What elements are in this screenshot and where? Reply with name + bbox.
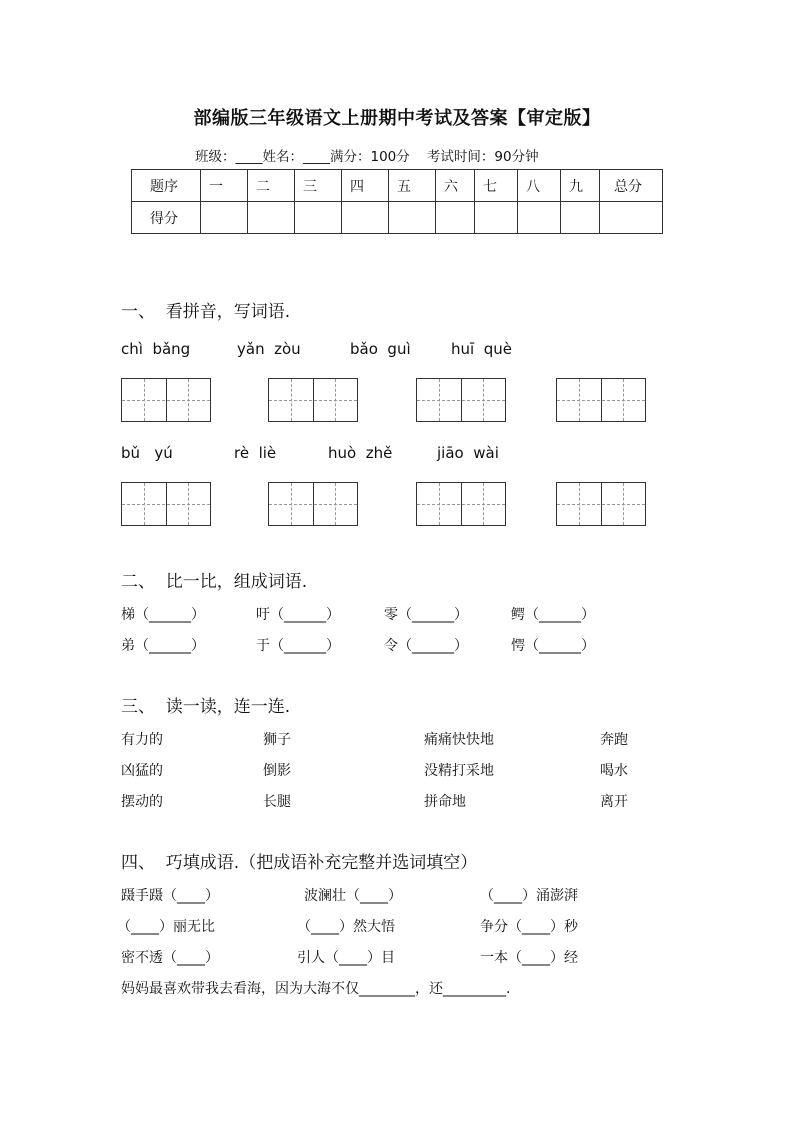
header-cell: 七 bbox=[475, 170, 518, 202]
match-item[interactable]: 拼命地 bbox=[424, 794, 466, 810]
score-cell[interactable] bbox=[389, 202, 436, 234]
word-blank[interactable]: 令（______） bbox=[384, 638, 468, 654]
idiom-blank[interactable]: 一本（____）经 bbox=[480, 950, 578, 966]
writing-grid[interactable] bbox=[268, 378, 358, 422]
word-blank[interactable]: 于（______） bbox=[256, 638, 340, 654]
header-cell: 一 bbox=[201, 170, 248, 202]
idiom-blank[interactable]: 引人（____）目 bbox=[297, 950, 395, 966]
writing-grid[interactable] bbox=[416, 378, 506, 422]
header-cell: 总分 bbox=[600, 170, 663, 202]
score-cell[interactable] bbox=[342, 202, 389, 234]
idiom-blank[interactable]: 蹑手蹑（____） bbox=[121, 888, 219, 904]
section-3-heading: 三、 读一读，连一连. bbox=[121, 697, 291, 717]
writing-grid[interactable] bbox=[416, 482, 506, 526]
page-title: 部编版三年级语文上册期中考试及答案【审定版】 bbox=[193, 108, 601, 129]
header-cell: 五 bbox=[389, 170, 436, 202]
score-table-header-row bbox=[132, 170, 663, 202]
writing-grid[interactable] bbox=[121, 482, 211, 526]
word-blank[interactable]: 弟（______） bbox=[121, 638, 205, 654]
idiom-blank[interactable]: （____）然大悟 bbox=[297, 919, 395, 935]
pinyin-label: rè liè bbox=[234, 444, 277, 462]
section-2-heading: 二、 比一比，组成词语. bbox=[121, 572, 308, 592]
idiom-blank[interactable]: 密不透（____） bbox=[121, 950, 219, 966]
header-cell: 三 bbox=[295, 170, 342, 202]
idiom-blank[interactable]: （____）涌澎湃 bbox=[480, 888, 578, 904]
word-blank[interactable]: 鳄（______） bbox=[511, 607, 595, 623]
word-blank[interactable]: 愕（______） bbox=[511, 638, 595, 654]
match-item[interactable]: 狮子 bbox=[263, 732, 291, 748]
word-blank[interactable]: 吁（______） bbox=[256, 607, 340, 623]
header-cell: 六 bbox=[436, 170, 475, 202]
section-4-heading: 四、 巧填成语.（把成语补充完整并选词填空） bbox=[121, 853, 478, 873]
score-cell[interactable] bbox=[518, 202, 561, 234]
header-cell: 九 bbox=[561, 170, 600, 202]
score-table bbox=[131, 169, 663, 234]
match-item[interactable]: 痛痛快快地 bbox=[424, 732, 494, 748]
score-cell[interactable] bbox=[248, 202, 295, 234]
student-info-line: 班级：____姓名：____满分：100分 考试时间：90分钟 bbox=[195, 149, 539, 165]
match-item[interactable]: 离开 bbox=[600, 794, 628, 810]
writing-grid[interactable] bbox=[121, 378, 211, 422]
score-cell[interactable] bbox=[475, 202, 518, 234]
score-cell[interactable] bbox=[436, 202, 475, 234]
header-cell: 题序 bbox=[132, 170, 201, 202]
writing-grid[interactable] bbox=[268, 482, 358, 526]
score-cell[interactable] bbox=[600, 202, 663, 234]
row-label-cell: 得分 bbox=[132, 202, 201, 234]
writing-grid[interactable] bbox=[556, 482, 646, 526]
fill-sentence[interactable]: 妈妈最喜欢带我去看海，因为大海不仅________，还_________. bbox=[121, 981, 511, 997]
pinyin-label: bǔ yú bbox=[121, 444, 173, 462]
word-blank[interactable]: 零（______） bbox=[384, 607, 468, 623]
match-item[interactable]: 奔跑 bbox=[600, 732, 628, 748]
section-1-heading: 一、 看拼音，写词语. bbox=[121, 302, 291, 322]
word-blank[interactable]: 梯（______） bbox=[121, 607, 205, 623]
pinyin-label: chì bǎng bbox=[121, 340, 191, 358]
header-cell: 二 bbox=[248, 170, 295, 202]
writing-grid[interactable] bbox=[556, 378, 646, 422]
match-item[interactable]: 倒影 bbox=[263, 763, 291, 779]
score-table-score-row bbox=[132, 202, 663, 234]
idiom-blank[interactable]: （____）丽无比 bbox=[117, 919, 215, 935]
match-item[interactable]: 长腿 bbox=[263, 794, 291, 810]
pinyin-label: bǎo guì bbox=[350, 340, 411, 358]
header-cell: 八 bbox=[518, 170, 561, 202]
match-item[interactable]: 摆动的 bbox=[121, 794, 163, 810]
match-item[interactable]: 没精打采地 bbox=[424, 763, 494, 779]
pinyin-label: yǎn zòu bbox=[237, 340, 301, 358]
header-cell: 四 bbox=[342, 170, 389, 202]
match-item[interactable]: 有力的 bbox=[121, 732, 163, 748]
idiom-blank[interactable]: 争分（____）秒 bbox=[480, 919, 578, 935]
idiom-blank[interactable]: 波澜壮（____） bbox=[304, 888, 402, 904]
pinyin-label: huò zhě bbox=[328, 444, 393, 462]
pinyin-label: jiāo wài bbox=[437, 444, 499, 462]
pinyin-label: huī què bbox=[451, 340, 512, 358]
score-cell[interactable] bbox=[561, 202, 600, 234]
score-cell[interactable] bbox=[201, 202, 248, 234]
match-item[interactable]: 凶猛的 bbox=[121, 763, 163, 779]
score-cell[interactable] bbox=[295, 202, 342, 234]
match-item[interactable]: 喝水 bbox=[600, 763, 628, 779]
